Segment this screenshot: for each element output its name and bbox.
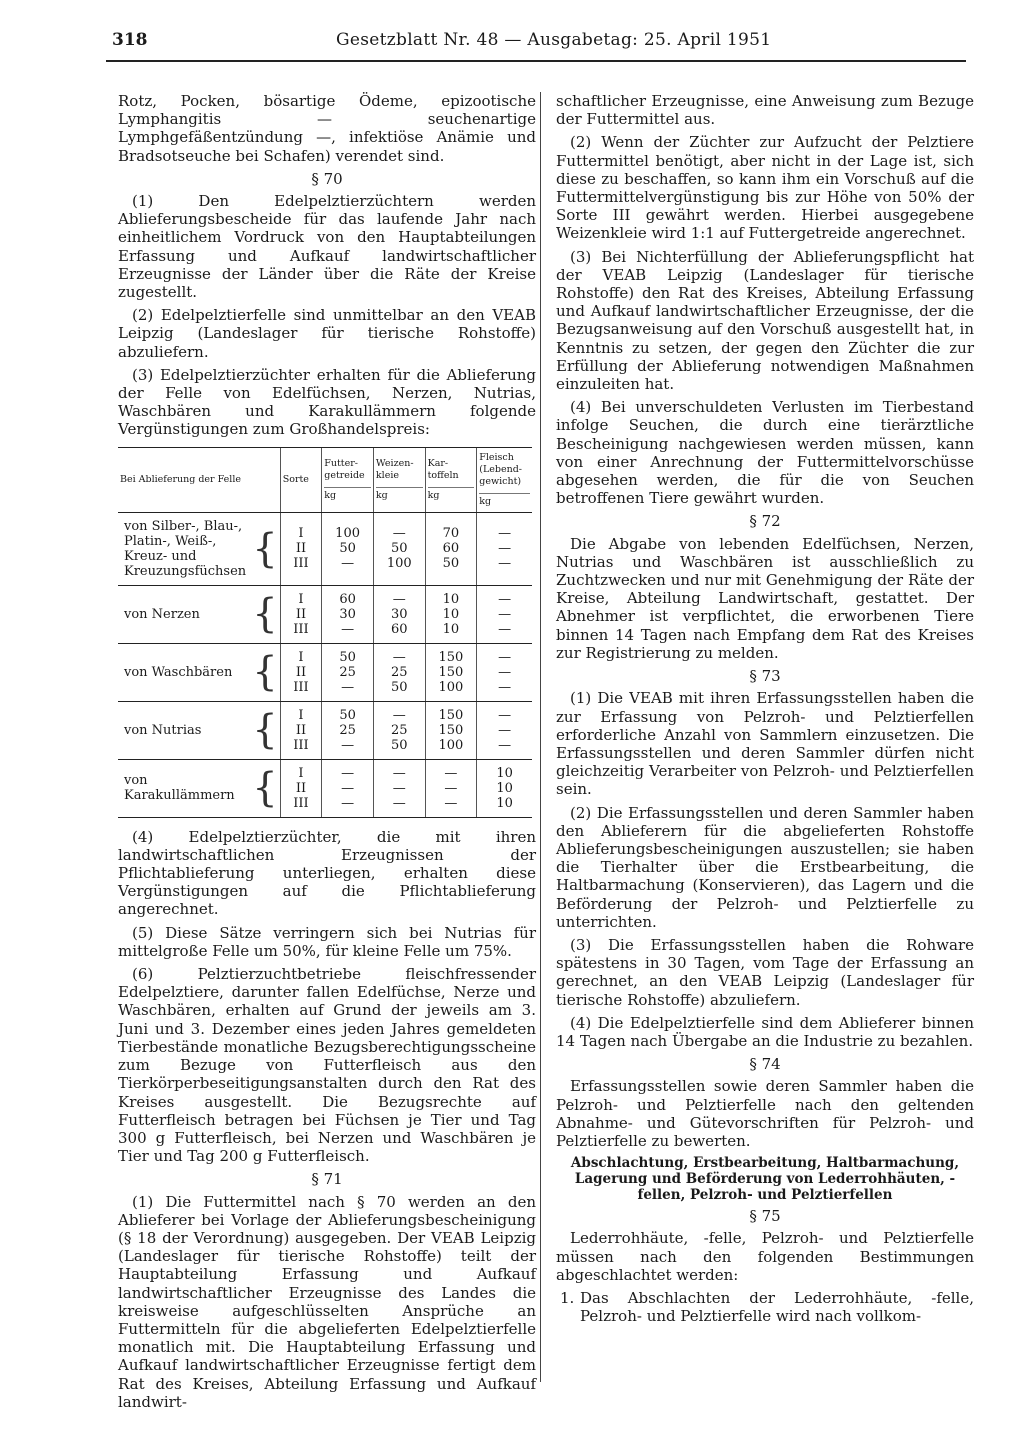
animal-name: von Nerzen xyxy=(124,606,200,622)
cell-sorte xyxy=(280,701,322,759)
cell-value: 30 xyxy=(390,606,408,622)
list-item xyxy=(556,1289,974,1325)
cell-sorte xyxy=(280,759,322,817)
animal-label xyxy=(124,519,278,579)
cell-value: — xyxy=(444,765,458,781)
cell-value: — xyxy=(392,649,406,665)
cell-value: — xyxy=(341,556,355,572)
header-futtergetreide-label: Futter-getreide xyxy=(324,457,365,481)
table-header-row xyxy=(118,447,532,512)
cell-value: 50 xyxy=(390,679,408,695)
cell-weizen xyxy=(373,643,425,701)
intro-paragraph: Rotz, Pocken, bösartige Ödeme, epizootische Lymphangitis — seuchenartige Lymphgefäßentzündung —, infektiöse Anämie und Bradsotseuche bei Schafen) verendet sind. xyxy=(118,92,536,165)
section-70-para-1: (1) Den Edelpelztierzüchtern werden Ablieferungsbescheide für das laufende Jahr nach einheitlichem Vordruck von den Hauptabteilungen Erfassung und Aufkauf landwirtschaftlicher Erzeugnisse der Länder über die Räte der Kreise zugestellt. xyxy=(118,192,536,302)
animal-label xyxy=(124,649,278,696)
cell-value: 100 xyxy=(386,556,412,572)
cell-value: 150 xyxy=(438,649,464,665)
cell-value: — xyxy=(498,649,512,665)
cell-value: 25 xyxy=(390,664,408,680)
cell-value: 50 xyxy=(442,556,460,572)
table-body xyxy=(118,512,532,817)
column-divider xyxy=(540,92,541,1382)
cell-value: 25 xyxy=(390,722,408,738)
section-70-heading: § 70 xyxy=(311,169,343,188)
section-70-para-6: (6) Pelztierzuchtbetriebe fleischfressender Edelpelztiere, darunter fallen Edelfüchse, Nerze und Waschbären, erhalten auf Grund der jeweils am 3. Juni und 3. Dezember eines jeden Jahres gemeldeten Tierbestände monatliche Bezugsberechtigungsscheine zum Bezuge von Futterfleisch aus den Tierkörperbeseitigungsanstalten durch den Rat des Kreises ausgestellt. Die Bezugsrechte auf Futterfleisch betragen bei Füchsen je Tier und Tag 300 g Futterfleisch, bei Nerzen und Waschbären je Tier und Tag 200 g Futterfleisch. xyxy=(118,965,536,1166)
cell-value: 10 xyxy=(442,591,460,607)
section-75-para: Lederrohhäute, -felle, Pelzroh- und Pelztierfelle müssen nach den folgenden Bestimmungen abgeschlachtet werden: xyxy=(556,1229,974,1284)
cell-value: III xyxy=(293,795,309,811)
section-71-para-3: (3) Bei Nichterfüllung der Ablieferungspflicht hat der VEAB Leipzig (Landeslager für tierische Rohstoffe) den Rat des Kreises, Abteilung Erfassung und Aufkauf landwirtschaftlicher Erzeugnisse, der die Bezugsanweisung auf den Vorschuß ausgestellt hat, in Kenntnis zu setzen, der gegen den Züchter die zur Erfüllung der Ablieferung notwendigen Maßnahmen einzuleiten hat. xyxy=(556,247,974,394)
animal-name: von Karakullämmern xyxy=(124,773,235,804)
header-weizenkleie xyxy=(373,447,425,512)
cell-value: 60 xyxy=(442,541,460,557)
cell-value: — xyxy=(392,765,406,781)
cell-value: 10 xyxy=(442,606,460,622)
cell-value: — xyxy=(498,556,512,572)
cell-futter xyxy=(322,585,374,643)
cell-value: — xyxy=(444,795,458,811)
animal-label xyxy=(124,707,278,754)
cell-value: 150 xyxy=(438,707,464,723)
brace-glyph: { xyxy=(252,591,278,638)
cell-value: — xyxy=(341,621,355,637)
cell-value: 10 xyxy=(442,621,460,637)
cell-value: — xyxy=(392,526,406,542)
section-70-para-4: (4) Edelpelztierzüchter, die mit ihren landwirtschaftlichen Erzeugnissen der Pflichtablieferung unterliegen, erhalten diese Vergünstigungen auf die Pflichtablieferung angerechnet. xyxy=(118,827,536,919)
cell-value: — xyxy=(341,780,355,796)
cell-fleisch xyxy=(477,585,532,643)
cell-value: 100 xyxy=(438,679,464,695)
section-70-para-3: (3) Edelpelztierzüchter erhalten für die Ablieferung der Felle von Edelfüchsen, Nerzen, Nutrias, Waschbären und Karakullämmern folgende Vergünstigungen zum Großhandelspreis: xyxy=(118,365,536,439)
section-73-para-1: (1) Die VEAB mit ihren Erfassungsstellen haben die zur Erfassung von Pelzroh- und Pelztierfellen erforderliche Anzahl von Sammlern einzusetzen. Die Erfassungsstellen und deren Sammler dürfen nicht gleichzeitig Verarbeiter von Pelzroh- und Pelztierfellen sein. xyxy=(556,689,974,799)
section-73-para-2: (2) Die Erfassungsstellen und deren Sammler haben den Ablieferern für die abgelieferten Rohstoffe Ablieferungsbescheinigungen auszustellen; sie haben die Tierhalter über die Erstbearbeitung, die Haltbarmachung (Konservieren), das Lagern und die Beförderung der Pelzroh- und Pelztierfelle zu unterrichten. xyxy=(556,803,974,931)
cell-value: I xyxy=(298,707,304,723)
cell-value: I xyxy=(298,526,304,542)
table-row xyxy=(118,585,532,643)
animal-cell xyxy=(118,759,280,817)
cell-value: 25 xyxy=(339,722,356,738)
page-number: 318 xyxy=(112,30,148,50)
cell-value: III xyxy=(293,737,309,753)
running-head: Gesetzblatt Nr. 48 — Ausgabetag: 25. April 1951 xyxy=(336,30,772,50)
cell-value: — xyxy=(341,795,355,811)
brace-glyph: { xyxy=(252,765,278,812)
section-72-heading: § 72 xyxy=(749,512,781,531)
cell-value: 30 xyxy=(339,606,356,622)
cell-sorte xyxy=(280,585,322,643)
cell-futter xyxy=(322,759,374,817)
cell-value: I xyxy=(298,765,304,781)
header-futtergetreide xyxy=(322,447,374,512)
section-75-heading: § 75 xyxy=(749,1207,781,1226)
cell-value: 50 xyxy=(339,707,356,723)
cell-fleisch xyxy=(477,512,532,585)
page-header xyxy=(106,30,966,62)
cell-value: — xyxy=(444,780,458,796)
animal-cell xyxy=(118,643,280,701)
header-sorte: Sorte xyxy=(280,447,322,512)
cell-fleisch xyxy=(477,701,532,759)
cell-kartoffeln xyxy=(425,643,477,701)
section-71-para-1-cont: schaftlicher Erzeugnisse, eine Anweisung zum Bezuge der Futtermittel aus. xyxy=(556,92,974,129)
section-70-para-2: (2) Edelpelztierfelle sind unmittelbar an den VEAB Leipzig (Landeslager für tierische Rohstoffe) abzuliefern. xyxy=(118,306,536,361)
section-71-para-4: (4) Bei unverschuldeten Verlusten im Tierbestand infolge Seuchen, die durch eine tierärztliche Bescheinigung nachgewiesen werden müssen, kann von einer Anrechnung der Futtermittelvorschüsse abgesehen werden, die für die von Seuchen betroffenen Tiere gewährt wurden. xyxy=(556,398,974,508)
cell-value: — xyxy=(392,795,406,811)
cell-value: II xyxy=(295,780,307,796)
animal-name: von Nutrias xyxy=(124,722,202,738)
table-row xyxy=(118,759,532,817)
cell-value: 50 xyxy=(339,541,356,557)
header-kartoffeln-unit: kg xyxy=(428,487,475,502)
cell-value: I xyxy=(298,591,304,607)
cell-value: 100 xyxy=(335,526,360,542)
cell-value: III xyxy=(293,556,309,572)
right-column xyxy=(556,92,974,1330)
cell-value: — xyxy=(498,526,512,542)
header-fleisch xyxy=(477,447,532,512)
cell-value: — xyxy=(498,737,512,753)
delivery-benefits-table xyxy=(118,447,532,818)
cell-sorte xyxy=(280,643,322,701)
cell-value: III xyxy=(293,621,309,637)
cell-value: II xyxy=(295,541,307,557)
animal-cell xyxy=(118,512,280,585)
cell-value: — xyxy=(341,737,355,753)
cell-fleisch xyxy=(477,643,532,701)
header-animal: Bei Ablieferung der Felle xyxy=(118,447,280,512)
brace-glyph: { xyxy=(252,649,278,696)
header-kartoffeln xyxy=(425,447,477,512)
table-row xyxy=(118,512,532,585)
animal-label xyxy=(124,765,278,812)
cell-value: 60 xyxy=(339,591,356,607)
cell-value: 100 xyxy=(438,737,464,753)
section-74-heading: § 74 xyxy=(749,1055,781,1074)
header-weizenkleie-label: Weizen-kleie xyxy=(375,457,414,481)
cell-weizen xyxy=(373,585,425,643)
cell-weizen xyxy=(373,512,425,585)
cell-sorte xyxy=(280,512,322,585)
animal-name: von Silber-, Blau-, Platin-, Weiß-, Kreuz- und Kreuzungsfüchsen xyxy=(124,518,247,579)
cell-value: I xyxy=(298,649,304,665)
section-71-para-2: (2) Wenn der Züchter zur Aufzucht der Pelztiere Futtermittel benötigt, aber nicht in der Lage ist, sich diese zu beschaffen, so kann ihm ein Vorschuß auf die Futtermittelvergünstigung bis zur Höhe von 50% der Sorte III gewährt werden. Hierbei ausgegebene Weizenkleie wird 1:1 auf Futtergetreide angerechnet. xyxy=(556,133,974,243)
cell-value: 10 xyxy=(496,765,513,781)
section-73-heading: § 73 xyxy=(749,667,781,686)
brace-glyph: { xyxy=(252,707,278,754)
cell-kartoffeln xyxy=(425,585,477,643)
cell-value: — xyxy=(392,780,406,796)
left-column xyxy=(118,92,536,1416)
section-70-para-5: (5) Diese Sätze verringern sich bei Nutrias für mittelgroße Felle um 50%, für kleine Felle um 75%. xyxy=(118,923,536,960)
cell-value: 60 xyxy=(390,621,408,637)
cell-value: 70 xyxy=(442,526,460,542)
section-74-para: Erfassungsstellen sowie deren Sammler haben die Pelzroh- und Pelztierfelle nach den geltenden Abnahme- und Gütevorschriften für Pelzroh- und Pelztierfelle zu bewerten. xyxy=(556,1077,974,1150)
cell-value: — xyxy=(341,765,355,781)
header-weizenkleie-unit: kg xyxy=(376,487,423,502)
cell-futter xyxy=(322,643,374,701)
cell-futter xyxy=(322,512,374,585)
cell-value: II xyxy=(295,722,307,738)
cell-value: 50 xyxy=(390,541,408,557)
cell-value: — xyxy=(341,679,355,695)
cell-value: — xyxy=(498,679,512,695)
cell-value: — xyxy=(498,707,512,723)
table-row xyxy=(118,701,532,759)
cell-value: — xyxy=(498,606,512,622)
cell-kartoffeln xyxy=(425,701,477,759)
cell-value: — xyxy=(498,591,512,607)
cell-value: 50 xyxy=(339,649,356,665)
section-72-para: Die Abgabe von lebenden Edelfüchsen, Nerzen, Nutrias und Waschbären ist ausschließlich zu Zuchtzwecken und nur mit Genehmigung der Räte der Kreise, Abteilung Landwirtschaft, gestattet. Der Abnehmer ist verpflichtet, die erworbenen Tiere binnen 14 Tagen nach Empfang dem Rat des Kreises zur Registrierung zu melden. xyxy=(556,534,974,662)
cell-value: 50 xyxy=(390,737,408,753)
cell-value: — xyxy=(392,707,406,723)
cell-kartoffeln xyxy=(425,759,477,817)
cell-value: 150 xyxy=(438,664,464,680)
cell-weizen xyxy=(373,759,425,817)
section-71-para-1: (1) Die Futtermittel nach § 70 werden an den Ablieferer bei Vorlage der Ablieferungsbescheinigung (§ 18 der Verordnung) ausgegeben. Der VEAB Leipzig (Landeslager für tierische Rohstoffe) teilt der Hauptabteilung Erfassung und Aufkauf landwirtschaftlicher Erzeugnisse des Landes die kreisweise aufgeschlüsselten Ansprüche an Futtermitteln für die abgelieferten Edelpelztierfelle monatlich mit. Die Hauptabteilung Erfassung und Aufkauf landwirtschaftlicher Erzeugnisse fertigt dem Rat des Kreises, Abteilung Erfassung und Aufkauf landwirt- xyxy=(118,1192,536,1411)
animal-name: von Waschbären xyxy=(124,664,233,680)
header-futtergetreide-unit: kg xyxy=(324,487,371,502)
cell-value: II xyxy=(295,664,307,680)
brace-glyph: { xyxy=(252,525,278,572)
cell-value: 25 xyxy=(339,664,356,680)
chapter-heading: Abschlachtung, Erstbearbeitung, Haltbarmachung, Lagerung und Beförderung von Lederrohhäuten, -fellen, Pelzroh- und Pelztierfellen xyxy=(570,1155,960,1204)
cell-value: 150 xyxy=(438,722,464,738)
cell-kartoffeln xyxy=(425,512,477,585)
header-kartoffeln-label: Kar-toffeln xyxy=(427,457,459,481)
cell-value: — xyxy=(498,722,512,738)
cell-value: 10 xyxy=(496,780,513,796)
cell-value: II xyxy=(295,606,307,622)
cell-weizen xyxy=(373,701,425,759)
cell-fleisch xyxy=(477,759,532,817)
cell-value: — xyxy=(498,621,512,637)
cell-value: III xyxy=(293,679,309,695)
section-73-para-4: (4) Die Edelpelztierfelle sind dem Ablieferer binnen 14 Tagen nach Übergabe an die Industrie zu bezahlen. xyxy=(556,1013,974,1050)
animal-label xyxy=(124,591,278,638)
animal-cell xyxy=(118,701,280,759)
cell-value: 10 xyxy=(496,795,513,811)
list-item-number: 1. xyxy=(560,1288,575,1307)
section-73-para-3: (3) Die Erfassungsstellen haben die Rohware spätestens in 30 Tagen, vom Tage der Erfassung an gerechnet, an den VEAB Leipzig (Landeslager für tierische Rohstoffe) abzuliefern. xyxy=(556,935,974,1009)
table-row xyxy=(118,643,532,701)
cell-value: — xyxy=(498,541,512,557)
header-fleisch-label: Fleisch (Lebend-gewicht) xyxy=(479,451,523,487)
list-item-text: Das Abschlachten der Lederrohhäute, -felle, Pelzroh- und Pelztierfelle wird nach vollkom- xyxy=(580,1288,974,1326)
section-71-heading: § 71 xyxy=(311,1170,343,1189)
animal-cell xyxy=(118,585,280,643)
header-fleisch-unit: kg xyxy=(479,493,530,508)
cell-futter xyxy=(322,701,374,759)
cell-value: — xyxy=(392,591,406,607)
cell-value: — xyxy=(498,664,512,680)
